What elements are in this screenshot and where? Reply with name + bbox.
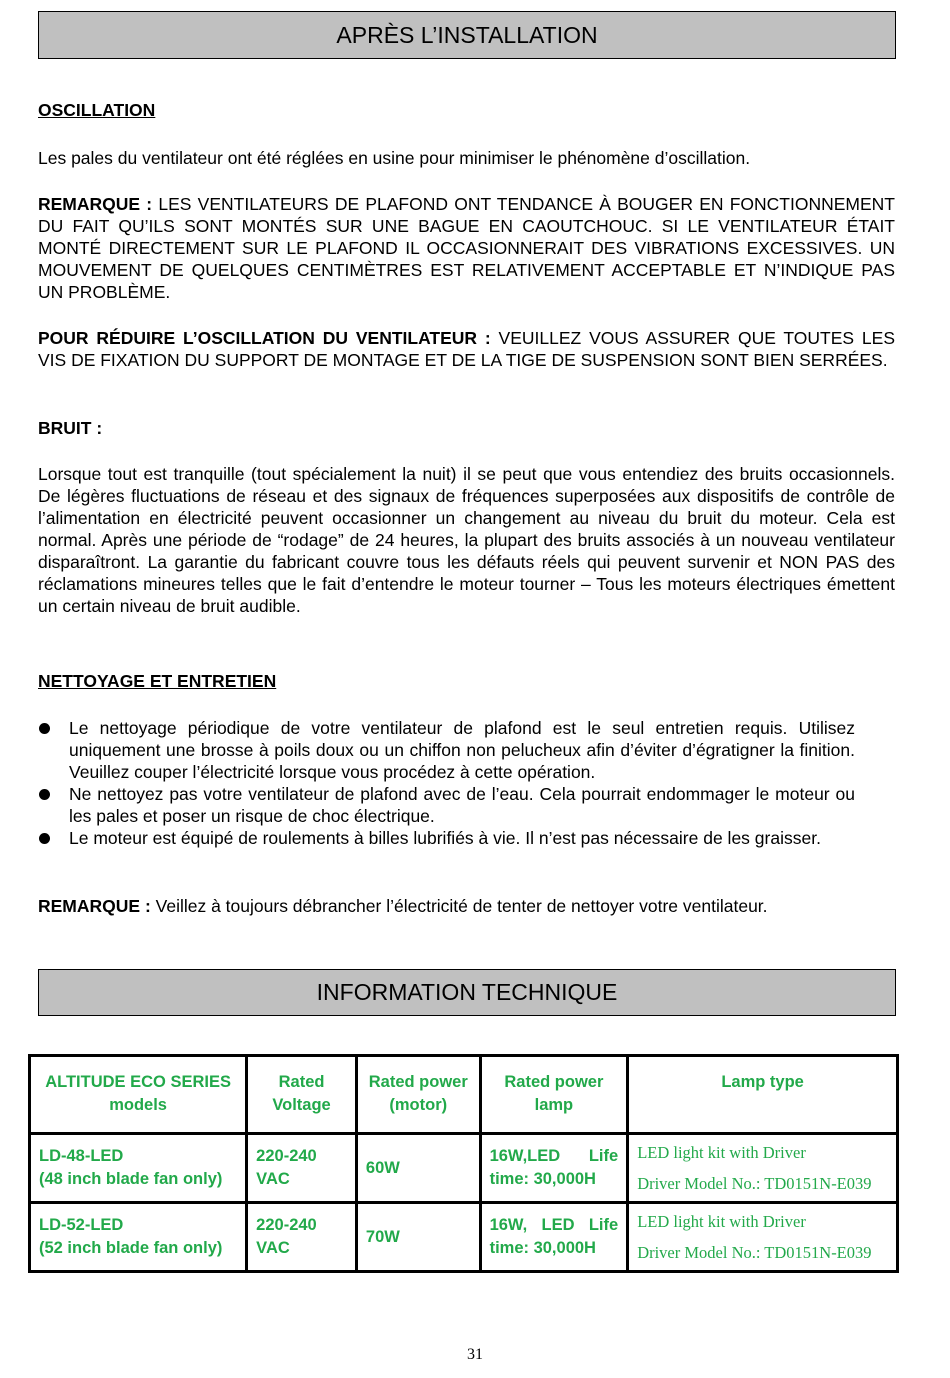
noise-paragraph: Lorsque tout est tranquille (tout spécialement la nuit) il se peut que vous entendiez des bruits occasionnels. De légères fluctuations de réseau et des signaux de fréquences superposées aux dispositifs de contrôle de l’alimentation en électricité peuvent occasionner un changement au niveau du bruit du moteur. Cela est normal. Après une période de “rodage” de 24 heures, la plupart des bruits associés à un nouveau ventilateur disparaîtront. La garantie du fabricant couvre tous les défauts réels qui peuvent survenir et NON PAS des réclamations mineures telles que le fait d’entendre le moteur tourner – Tous les moteurs électriques émettent un certain niveau de bruit audible. [38,464,895,616]
header-lamp-type [628,1056,898,1134]
cell-motor-power: 70W [356,1203,480,1272]
oscillation-paragraph: Les pales du ventilateur ont été réglées en usine pour minimiser le phénomène d’oscillation. [38,148,751,168]
list-item-text: Ne nettoyez pas votre ventilateur de plafond avec de l’eau. Cela pourrait endommager le moteur ou les pales et poser un risque de choc électrique. [69,784,855,826]
noise-label [38,417,895,439]
cell-line: Driver Model No.: TD0151N-E039 [637,1243,872,1262]
cell-line: VAC [256,1170,290,1188]
bullet-icon [39,833,50,844]
remark-text: LES VENTILATEURS DE PLAFOND ONT TENDANCE À BOUGER EN FONCTIONNEMENT DU FAIT QU’ILS SONT MONTÉS SUR UNE BAGUE EN CAOUTCHOUC. SI LE VENTILATEUR ÉTAIT MONTÉ DIRECTEMENT SUR LE PLAFOND IL OCCASIONNERAIT DES VIBRATIONS EXCESSIVES. UN MOUVEMENT DE QUELQUES CENTIMÈTRES EST RELATIVEMENT ACCEPTABLE ET N’INDIQUE PAS UN PROBLÈME. [38,194,895,302]
cell-line: 16W,LED Life [489,1147,619,1165]
cell-line: time: 30,000H [489,1239,596,1257]
cell-voltage [247,1134,357,1203]
header-line: Lamp type [721,1073,804,1091]
cell-motor-power: 60W [356,1134,480,1203]
bullet-icon [39,723,50,734]
header-line: lamp [534,1096,574,1114]
remark2-text: Veillez à toujours débrancher l’électricité de tenter de nettoyer votre ventilateur. [150,896,768,916]
list-item [38,717,855,783]
header-line: ALTITUDE ECO SERIES [45,1073,231,1091]
cell-line: 220-240 [256,1216,317,1234]
reduce-oscillation-paragraph [38,327,895,371]
header-line: Rated power [504,1073,604,1091]
list-item [38,827,855,849]
spec-table [28,1054,899,1273]
cell-line: VAC [256,1239,290,1257]
cell-line: 16W, LED Life [489,1216,619,1234]
cleaning-heading: NETTOYAGE ET ENTRETIEN [38,671,277,691]
cell-line: 220-240 [256,1147,317,1165]
remark2-paragraph [38,895,895,917]
header-line: models [109,1096,167,1114]
remark-paragraph [38,193,895,303]
remark2-label: REMARQUE : [38,896,151,916]
header-motor-power [356,1056,480,1134]
technical-info-banner [38,969,896,1016]
list-item-text: Le nettoyage périodique de votre ventilateur de plafond est le seul entretien requis. Utilisez uniquement une brosse à poils doux ou un chiffon non pelucheux afin d’éviter d’égratigner la finition. Veuillez couper l’électricité lorsque vous procédez à cette opération. [69,718,855,782]
header-models [30,1056,247,1134]
cell-lamp-power [480,1134,628,1203]
remark-label: REMARQUE : [38,194,153,214]
table-row [30,1203,898,1272]
cell-line: (52 inch blade fan only) [39,1239,223,1257]
cell-lamp-type [628,1134,898,1203]
cell-line: time: 30,000H [489,1170,596,1188]
cell-voltage [247,1203,357,1272]
noise-label-text: BRUIT : [38,418,103,438]
header-voltage [247,1056,357,1134]
cell-line: LD-48-LED [39,1147,124,1165]
table-row [30,1134,898,1203]
cell-line: LED light kit with Driver [637,1143,806,1162]
cell-model [30,1134,247,1203]
cell-line: (48 inch blade fan only) [39,1170,223,1188]
header-lamp-power [480,1056,628,1134]
page-number: 31 [467,1346,483,1363]
cleaning-list [38,717,855,849]
cell-line: LED light kit with Driver [637,1212,806,1231]
header-line: (motor) [389,1096,448,1114]
cell-line: Driver Model No.: TD0151N-E039 [637,1174,872,1193]
technical-info-title: INFORMATION TECHNIQUE [316,979,618,1005]
cell-lamp-power [480,1203,628,1272]
cell-line: LD-52-LED [39,1216,124,1234]
reduce-oscillation-label: POUR RÉDUIRE L’OSCILLATION DU VENTILATEUR : [38,328,491,348]
table-header-row [30,1056,898,1134]
list-item-text: Le moteur est équipé de roulements à billes lubrifiés à vie. Il n’est pas nécessaire de les graisser. [69,828,821,848]
header-line: Rated [278,1073,325,1091]
section-title: APRÈS L’INSTALLATION [336,22,598,48]
oscillation-heading: OSCILLATION [38,100,156,120]
reduce-oscillation-text: VEUILLEZ VOUS ASSURER QUE TOUTES LES VIS DE FIXATION DU SUPPORT DE MONTAGE ET DE LA TIGE DE SUSPENSION SONT BIEN SERRÉES. [38,328,896,370]
cell-model [30,1203,247,1272]
bullet-icon [39,789,50,800]
cell-lamp-type [628,1203,898,1272]
header-line: Rated power [368,1073,468,1091]
list-item [38,783,855,827]
section-title-banner [38,11,896,59]
header-line: Voltage [272,1096,331,1114]
